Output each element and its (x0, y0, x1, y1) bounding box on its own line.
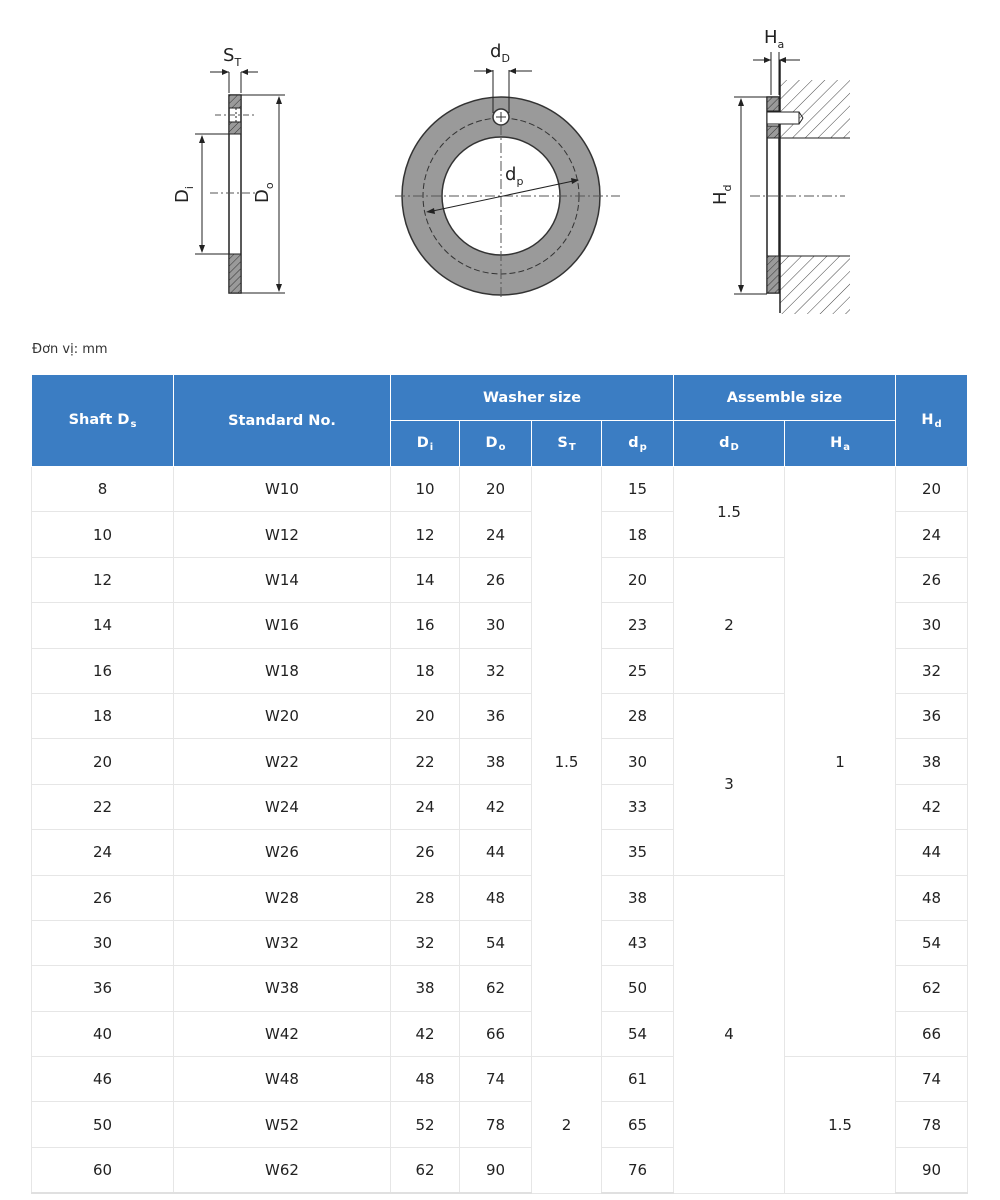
cell-hd: 24 (896, 512, 968, 557)
label-do: $D_o$ (252, 182, 276, 203)
cell-standard: W28 (174, 875, 391, 920)
header-do: $D_o$ (460, 421, 532, 467)
cell-di: 38 (391, 966, 460, 1011)
cell-di: 32 (391, 920, 460, 965)
cell-do: 90 (460, 1147, 532, 1193)
header-washer-size: Washer size (391, 375, 674, 421)
cell-shaft: 60 (32, 1147, 174, 1193)
cell-shaft: 46 (32, 1057, 174, 1102)
cell-di: 42 (391, 1011, 460, 1056)
cell-hd: 30 (896, 603, 968, 648)
cell-standard: W48 (174, 1057, 391, 1102)
cell-do: 62 (460, 966, 532, 1011)
cell-do: 32 (460, 648, 532, 693)
cell-standard: W16 (174, 603, 391, 648)
cell-do: 30 (460, 603, 532, 648)
header-st: $S_T$ (532, 421, 602, 467)
header-ha: $H_a$ (785, 421, 896, 467)
cell-dp: 65 (602, 1102, 674, 1147)
label-di: $D_i$ (172, 186, 196, 203)
cell-shaft: 36 (32, 966, 174, 1011)
assembly-view (650, 0, 950, 330)
cell-dp: 28 (602, 693, 674, 738)
cell-do: 42 (460, 784, 532, 829)
cell-standard: W22 (174, 739, 391, 784)
cell-shaft: 8 (32, 467, 174, 512)
cell-shaft: 10 (32, 512, 174, 557)
cell-st: 1.5 (532, 467, 602, 1057)
header-standard: Standard No. (174, 375, 391, 467)
cell-hd: 20 (896, 467, 968, 512)
cell-di: 62 (391, 1147, 460, 1193)
cell-di: 12 (391, 512, 460, 557)
header-assemble-size: Assemble size (674, 375, 896, 421)
cell-di: 14 (391, 557, 460, 602)
cell-dd: 3 (674, 693, 785, 875)
label-dp: $d_p$ (505, 164, 524, 188)
cell-di: 48 (391, 1057, 460, 1102)
cell-dp: 61 (602, 1057, 674, 1102)
cell-dp: 25 (602, 648, 674, 693)
cell-standard: W32 (174, 920, 391, 965)
header-hd: $H_d$ (896, 375, 968, 467)
cell-dp: 15 (602, 467, 674, 512)
diagram-area (0, 0, 1000, 330)
cell-dp: 50 (602, 966, 674, 1011)
cell-dp: 38 (602, 875, 674, 920)
cell-standard: W12 (174, 512, 391, 557)
cell-do: 20 (460, 467, 532, 512)
cell-dp: 30 (602, 739, 674, 784)
cell-standard: W18 (174, 648, 391, 693)
cell-shaft: 50 (32, 1102, 174, 1147)
cell-dp: 20 (602, 557, 674, 602)
cell-dd: 2 (674, 557, 785, 693)
cell-standard: W20 (174, 693, 391, 738)
cell-do: 24 (460, 512, 532, 557)
cell-standard: W10 (174, 467, 391, 512)
header-di: $D_i$ (391, 421, 460, 467)
cell-hd: 32 (896, 648, 968, 693)
cell-standard: W24 (174, 784, 391, 829)
cell-shaft: 30 (32, 920, 174, 965)
table-row (32, 467, 968, 512)
cell-do: 78 (460, 1102, 532, 1147)
cell-hd: 44 (896, 830, 968, 875)
cell-dp: 35 (602, 830, 674, 875)
cell-di: 22 (391, 739, 460, 784)
cell-ha: 1 (785, 467, 896, 1057)
cell-shaft: 12 (32, 557, 174, 602)
cell-di: 28 (391, 875, 460, 920)
cell-do: 38 (460, 739, 532, 784)
cell-ha: 1.5 (785, 1057, 896, 1194)
cell-do: 48 (460, 875, 532, 920)
cell-di: 16 (391, 603, 460, 648)
cell-shaft: 22 (32, 784, 174, 829)
header-dp: $d_p$ (602, 421, 674, 467)
cell-hd: 54 (896, 920, 968, 965)
cell-shaft: 14 (32, 603, 174, 648)
cell-do: 26 (460, 557, 532, 602)
cell-hd: 38 (896, 739, 968, 784)
cell-hd: 62 (896, 966, 968, 1011)
cell-dp: 54 (602, 1011, 674, 1056)
label-st: $S_T$ (223, 45, 242, 69)
label-ha: $H_a$ (764, 27, 785, 51)
cell-hd: 26 (896, 557, 968, 602)
cell-di: 26 (391, 830, 460, 875)
table-row (32, 1057, 968, 1102)
cell-dp: 18 (602, 512, 674, 557)
cell-shaft: 20 (32, 739, 174, 784)
cell-shaft: 24 (32, 830, 174, 875)
cell-standard: W42 (174, 1011, 391, 1056)
cell-do: 36 (460, 693, 532, 738)
header-shaft: Shaft $D_s$ (32, 375, 174, 467)
cell-st: 2 (532, 1057, 602, 1194)
cell-di: 10 (391, 467, 460, 512)
cell-hd: 48 (896, 875, 968, 920)
cell-di: 52 (391, 1102, 460, 1147)
cell-standard: W62 (174, 1147, 391, 1193)
washer-side-view (0, 0, 300, 330)
cell-di: 24 (391, 784, 460, 829)
cell-standard: W14 (174, 557, 391, 602)
cell-dd: 4 (674, 875, 785, 1193)
unit-label: Đơn vị: mm (32, 342, 108, 357)
cell-shaft: 26 (32, 875, 174, 920)
cell-di: 20 (391, 693, 460, 738)
cell-hd: 78 (896, 1102, 968, 1147)
cell-dp: 23 (602, 603, 674, 648)
cell-dp: 43 (602, 920, 674, 965)
cell-do: 44 (460, 830, 532, 875)
label-hd: $H_d$ (710, 184, 734, 205)
cell-shaft: 18 (32, 693, 174, 738)
header-dd: $d_D$ (674, 421, 785, 467)
cell-standard: W38 (174, 966, 391, 1011)
cell-hd: 90 (896, 1147, 968, 1193)
cell-shaft: 16 (32, 648, 174, 693)
cell-standard: W52 (174, 1102, 391, 1147)
cell-dd: 1.5 (674, 467, 785, 558)
cell-do: 66 (460, 1011, 532, 1056)
cell-dp: 76 (602, 1147, 674, 1193)
cell-hd: 36 (896, 693, 968, 738)
cell-hd: 42 (896, 784, 968, 829)
washer-spec-table (31, 374, 968, 1194)
cell-do: 74 (460, 1057, 532, 1102)
cell-shaft: 40 (32, 1011, 174, 1056)
cell-standard: W26 (174, 830, 391, 875)
cell-di: 18 (391, 648, 460, 693)
cell-hd: 74 (896, 1057, 968, 1102)
cell-hd: 66 (896, 1011, 968, 1056)
cell-do: 54 (460, 920, 532, 965)
label-dd: $d_D$ (490, 41, 510, 65)
washer-front-view (350, 0, 650, 330)
cell-dp: 33 (602, 784, 674, 829)
